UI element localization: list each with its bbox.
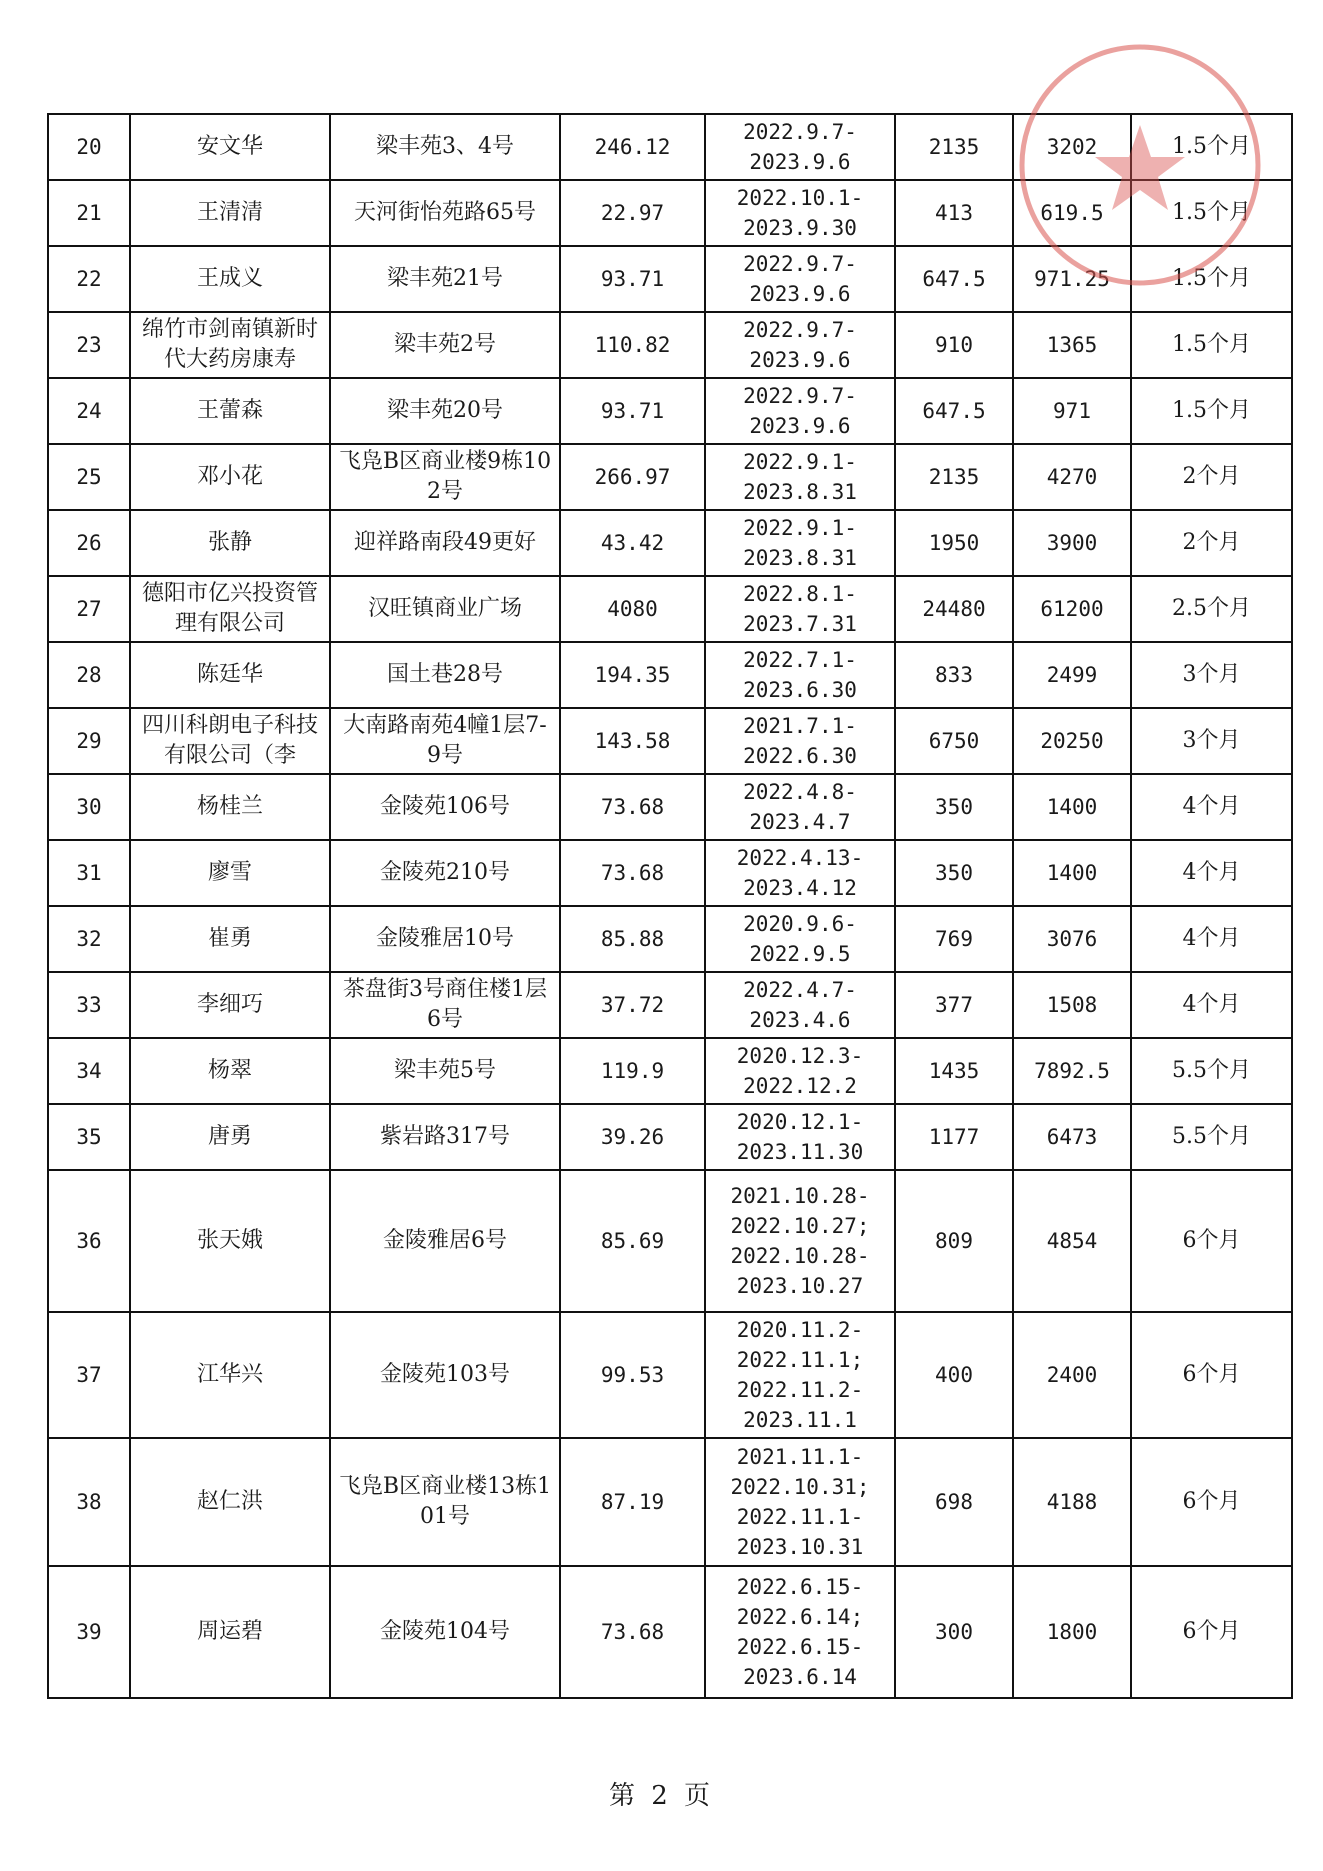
amount-cell: 7892.5 xyxy=(1013,1038,1131,1104)
table-row xyxy=(48,1170,1292,1312)
address-cell: 汉旺镇商业广场 xyxy=(330,576,560,642)
area-cell: 266.97 xyxy=(560,444,705,510)
area-cell: 87.19 xyxy=(560,1438,705,1566)
row-number-cell: 33 xyxy=(48,972,130,1038)
amount-cell: 4270 xyxy=(1013,444,1131,510)
tenant-name-cell: 德阳市亿兴投资管理有限公司 xyxy=(130,576,330,642)
row-number-cell: 28 xyxy=(48,642,130,708)
row-number-cell: 29 xyxy=(48,708,130,774)
row-number-cell: 34 xyxy=(48,1038,130,1104)
lease-period-cell: 2022.9.1- 2023.8.31 xyxy=(705,444,895,510)
amount-cell: 4188 xyxy=(1013,1438,1131,1566)
lease-period-cell: 2021.7.1- 2022.6.30 xyxy=(705,708,895,774)
address-cell: 金陵苑106号 xyxy=(330,774,560,840)
rent-table-body xyxy=(48,114,1292,1698)
area-cell: 39.26 xyxy=(560,1104,705,1170)
tenant-name-cell: 安文华 xyxy=(130,114,330,180)
months-cell: 6个月 xyxy=(1131,1438,1292,1566)
address-cell: 迎祥路南段49更好 xyxy=(330,510,560,576)
address-cell: 紫岩路317号 xyxy=(330,1104,560,1170)
tenant-name-cell: 王清清 xyxy=(130,180,330,246)
row-number-cell: 23 xyxy=(48,312,130,378)
row-number-cell: 35 xyxy=(48,1104,130,1170)
lease-period-cell: 2022.10.1- 2023.9.30 xyxy=(705,180,895,246)
table-row xyxy=(48,444,1292,510)
table-row xyxy=(48,114,1292,180)
table-row xyxy=(48,378,1292,444)
months-cell: 5.5个月 xyxy=(1131,1104,1292,1170)
months-cell: 2个月 xyxy=(1131,510,1292,576)
amount-cell: 2499 xyxy=(1013,642,1131,708)
table-row xyxy=(48,972,1292,1038)
monthly-rent-cell: 300 xyxy=(895,1566,1013,1698)
table-row xyxy=(48,774,1292,840)
months-cell: 5.5个月 xyxy=(1131,1038,1292,1104)
table-row xyxy=(48,642,1292,708)
tenant-name-cell: 唐勇 xyxy=(130,1104,330,1170)
table-row xyxy=(48,312,1292,378)
table-row xyxy=(48,180,1292,246)
tenant-name-cell: 陈廷华 xyxy=(130,642,330,708)
monthly-rent-cell: 647.5 xyxy=(895,246,1013,312)
tenant-name-cell: 四川科朗电子科技有限公司（李 xyxy=(130,708,330,774)
area-cell: 73.68 xyxy=(560,774,705,840)
amount-cell: 4854 xyxy=(1013,1170,1131,1312)
lease-period-cell: 2022.9.1- 2023.8.31 xyxy=(705,510,895,576)
amount-cell: 2400 xyxy=(1013,1312,1131,1438)
table-row xyxy=(48,840,1292,906)
row-number-cell: 37 xyxy=(48,1312,130,1438)
months-cell: 4个月 xyxy=(1131,840,1292,906)
table-row xyxy=(48,246,1292,312)
amount-cell: 1400 xyxy=(1013,774,1131,840)
area-cell: 73.68 xyxy=(560,1566,705,1698)
amount-cell: 1400 xyxy=(1013,840,1131,906)
tenant-name-cell: 江华兴 xyxy=(130,1312,330,1438)
table-row xyxy=(48,1438,1292,1566)
lease-period-cell: 2022.7.1- 2023.6.30 xyxy=(705,642,895,708)
area-cell: 93.71 xyxy=(560,246,705,312)
amount-cell: 61200 xyxy=(1013,576,1131,642)
amount-cell: 619.5 xyxy=(1013,180,1131,246)
amount-cell: 971.25 xyxy=(1013,246,1131,312)
tenant-name-cell: 崔勇 xyxy=(130,906,330,972)
tenant-name-cell: 张静 xyxy=(130,510,330,576)
months-cell: 1.5个月 xyxy=(1131,180,1292,246)
tenant-name-cell: 李细巧 xyxy=(130,972,330,1038)
lease-period-cell: 2022.9.7- 2023.9.6 xyxy=(705,378,895,444)
tenant-name-cell: 王蕾森 xyxy=(130,378,330,444)
table-row xyxy=(48,510,1292,576)
area-cell: 194.35 xyxy=(560,642,705,708)
monthly-rent-cell: 1435 xyxy=(895,1038,1013,1104)
row-number-cell: 39 xyxy=(48,1566,130,1698)
amount-cell: 3076 xyxy=(1013,906,1131,972)
tenant-name-cell: 赵仁洪 xyxy=(130,1438,330,1566)
address-cell: 梁丰苑21号 xyxy=(330,246,560,312)
address-cell: 金陵苑104号 xyxy=(330,1566,560,1698)
table-row xyxy=(48,576,1292,642)
area-cell: 22.97 xyxy=(560,180,705,246)
row-number-cell: 20 xyxy=(48,114,130,180)
address-cell: 金陵苑103号 xyxy=(330,1312,560,1438)
lease-period-cell: 2022.9.7- 2023.9.6 xyxy=(705,312,895,378)
tenant-name-cell: 杨翠 xyxy=(130,1038,330,1104)
lease-period-cell: 2021.11.1- 2022.10.31; 2022.11.1- 2023.10.31 xyxy=(705,1438,895,1566)
area-cell: 4080 xyxy=(560,576,705,642)
monthly-rent-cell: 698 xyxy=(895,1438,1013,1566)
monthly-rent-cell: 1950 xyxy=(895,510,1013,576)
amount-cell: 1800 xyxy=(1013,1566,1131,1698)
months-cell: 6个月 xyxy=(1131,1170,1292,1312)
address-cell: 金陵雅居6号 xyxy=(330,1170,560,1312)
row-number-cell: 36 xyxy=(48,1170,130,1312)
area-cell: 37.72 xyxy=(560,972,705,1038)
address-cell: 飞凫B区商业楼13栋101号 xyxy=(330,1438,560,1566)
months-cell: 2个月 xyxy=(1131,444,1292,510)
months-cell: 6个月 xyxy=(1131,1566,1292,1698)
lease-period-cell: 2022.4.13- 2023.4.12 xyxy=(705,840,895,906)
page-number: 第 2 页 xyxy=(608,1781,715,1811)
table-row xyxy=(48,906,1292,972)
months-cell: 6个月 xyxy=(1131,1312,1292,1438)
row-number-cell: 27 xyxy=(48,576,130,642)
area-cell: 43.42 xyxy=(560,510,705,576)
address-cell: 金陵苑210号 xyxy=(330,840,560,906)
amount-cell: 3202 xyxy=(1013,114,1131,180)
monthly-rent-cell: 833 xyxy=(895,642,1013,708)
amount-cell: 971 xyxy=(1013,378,1131,444)
lease-period-cell: 2020.11.2- 2022.11.1; 2022.11.2- 2023.11.1 xyxy=(705,1312,895,1438)
tenant-name-cell: 张天娥 xyxy=(130,1170,330,1312)
table-row xyxy=(48,1038,1292,1104)
row-number-cell: 24 xyxy=(48,378,130,444)
monthly-rent-cell: 400 xyxy=(895,1312,1013,1438)
months-cell: 3个月 xyxy=(1131,708,1292,774)
tenant-name-cell: 杨桂兰 xyxy=(130,774,330,840)
area-cell: 85.88 xyxy=(560,906,705,972)
lease-period-cell: 2022.8.1- 2023.7.31 xyxy=(705,576,895,642)
lease-period-cell: 2020.12.1- 2023.11.30 xyxy=(705,1104,895,1170)
monthly-rent-cell: 2135 xyxy=(895,444,1013,510)
months-cell: 4个月 xyxy=(1131,972,1292,1038)
area-cell: 85.69 xyxy=(560,1170,705,1312)
tenant-name-cell: 绵竹市剑南镇新时代大药房康寿 xyxy=(130,312,330,378)
amount-cell: 6473 xyxy=(1013,1104,1131,1170)
row-number-cell: 22 xyxy=(48,246,130,312)
tenant-name-cell: 廖雪 xyxy=(130,840,330,906)
tenant-name-cell: 邓小花 xyxy=(130,444,330,510)
table-row xyxy=(48,1312,1292,1438)
address-cell: 梁丰苑2号 xyxy=(330,312,560,378)
address-cell: 国土巷28号 xyxy=(330,642,560,708)
monthly-rent-cell: 769 xyxy=(895,906,1013,972)
row-number-cell: 25 xyxy=(48,444,130,510)
address-cell: 梁丰苑20号 xyxy=(330,378,560,444)
table-row xyxy=(48,708,1292,774)
months-cell: 1.5个月 xyxy=(1131,114,1292,180)
monthly-rent-cell: 809 xyxy=(895,1170,1013,1312)
months-cell: 1.5个月 xyxy=(1131,378,1292,444)
address-cell: 天河街怡苑路65号 xyxy=(330,180,560,246)
address-cell: 茶盘街3号商住楼1层6号 xyxy=(330,972,560,1038)
months-cell: 3个月 xyxy=(1131,642,1292,708)
row-number-cell: 31 xyxy=(48,840,130,906)
rent-table xyxy=(47,113,1293,1699)
amount-cell: 3900 xyxy=(1013,510,1131,576)
row-number-cell: 32 xyxy=(48,906,130,972)
table-row xyxy=(48,1104,1292,1170)
tenant-name-cell: 王成义 xyxy=(130,246,330,312)
monthly-rent-cell: 350 xyxy=(895,774,1013,840)
area-cell: 119.9 xyxy=(560,1038,705,1104)
monthly-rent-cell: 1177 xyxy=(895,1104,1013,1170)
lease-period-cell: 2022.9.7- 2023.9.6 xyxy=(705,246,895,312)
lease-period-cell: 2022.4.7- 2023.4.6 xyxy=(705,972,895,1038)
amount-cell: 20250 xyxy=(1013,708,1131,774)
area-cell: 99.53 xyxy=(560,1312,705,1438)
monthly-rent-cell: 377 xyxy=(895,972,1013,1038)
area-cell: 246.12 xyxy=(560,114,705,180)
lease-period-cell: 2020.12.3- 2022.12.2 xyxy=(705,1038,895,1104)
tenant-name-cell: 周运碧 xyxy=(130,1566,330,1698)
row-number-cell: 21 xyxy=(48,180,130,246)
monthly-rent-cell: 910 xyxy=(895,312,1013,378)
row-number-cell: 30 xyxy=(48,774,130,840)
monthly-rent-cell: 24480 xyxy=(895,576,1013,642)
lease-period-cell: 2022.6.15- 2022.6.14; 2022.6.15- 2023.6.14 xyxy=(705,1566,895,1698)
months-cell: 4个月 xyxy=(1131,906,1292,972)
address-cell: 金陵雅居10号 xyxy=(330,906,560,972)
area-cell: 73.68 xyxy=(560,840,705,906)
monthly-rent-cell: 350 xyxy=(895,840,1013,906)
lease-period-cell: 2022.4.8- 2023.4.7 xyxy=(705,774,895,840)
months-cell: 1.5个月 xyxy=(1131,246,1292,312)
address-cell: 大南路南苑4幢1层7-9号 xyxy=(330,708,560,774)
area-cell: 143.58 xyxy=(560,708,705,774)
months-cell: 4个月 xyxy=(1131,774,1292,840)
table-row xyxy=(48,1566,1292,1698)
area-cell: 93.71 xyxy=(560,378,705,444)
monthly-rent-cell: 6750 xyxy=(895,708,1013,774)
amount-cell: 1508 xyxy=(1013,972,1131,1038)
lease-period-cell: 2020.9.6- 2022.9.5 xyxy=(705,906,895,972)
address-cell: 梁丰苑5号 xyxy=(330,1038,560,1104)
amount-cell: 1365 xyxy=(1013,312,1131,378)
lease-period-cell: 2021.10.28- 2022.10.27; 2022.10.28- 2023.10.27 xyxy=(705,1170,895,1312)
area-cell: 110.82 xyxy=(560,312,705,378)
months-cell: 1.5个月 xyxy=(1131,312,1292,378)
address-cell: 飞凫B区商业楼9栋102号 xyxy=(330,444,560,510)
monthly-rent-cell: 647.5 xyxy=(895,378,1013,444)
lease-period-cell: 2022.9.7- 2023.9.6 xyxy=(705,114,895,180)
months-cell: 2.5个月 xyxy=(1131,576,1292,642)
monthly-rent-cell: 2135 xyxy=(895,114,1013,180)
address-cell: 梁丰苑3、4号 xyxy=(330,114,560,180)
row-number-cell: 38 xyxy=(48,1438,130,1566)
row-number-cell: 26 xyxy=(48,510,130,576)
monthly-rent-cell: 413 xyxy=(895,180,1013,246)
